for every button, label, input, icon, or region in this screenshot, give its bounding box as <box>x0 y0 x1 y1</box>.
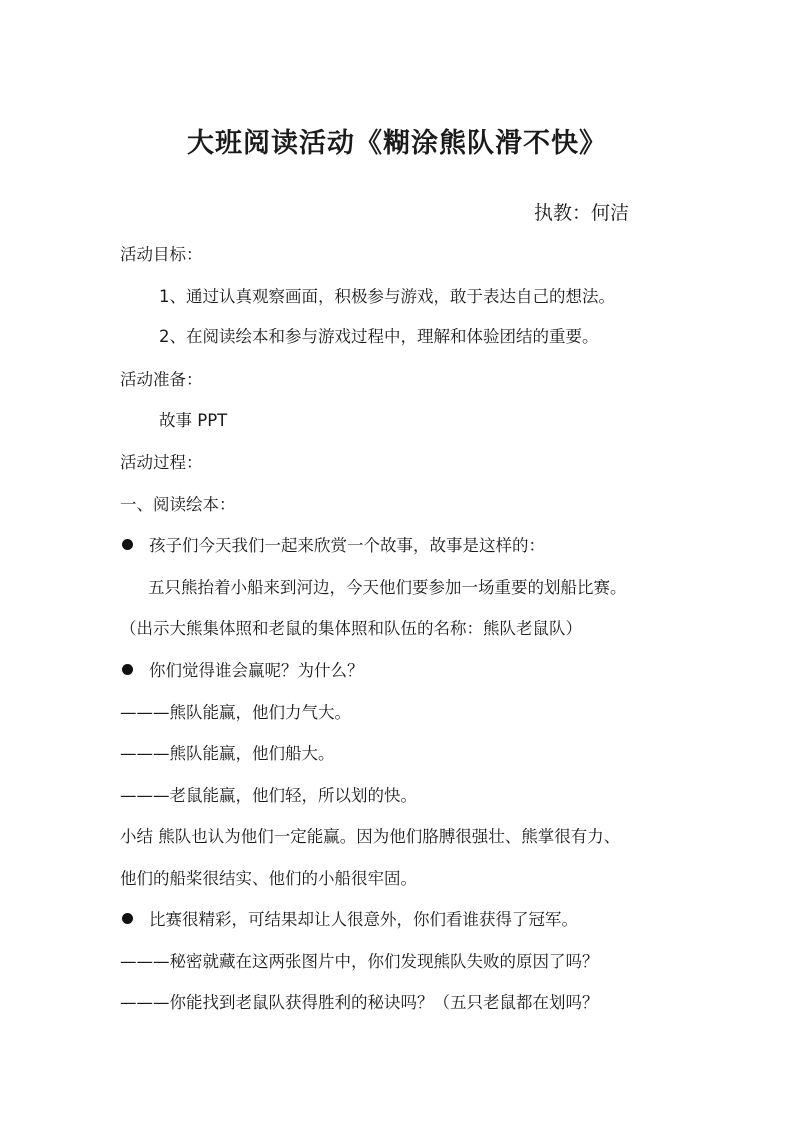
bullet-item <box>122 533 545 559</box>
goals-heading: 活动目标： <box>120 245 203 264</box>
answer-line-3: ———老鼠能赢，他们轻，所以划的快。 <box>120 786 417 805</box>
goal-item-1: 1、通过认真观察画面，积极参与游戏，敢于表达自己的想法。 <box>159 287 615 306</box>
bullet-text: 孩子们今天我们一起来欣赏一个故事，故事是这样的： <box>149 536 545 555</box>
question-line-1: ———秘密就藏在这两张图片中，你们发现熊队失败的原因了吗？ <box>120 952 599 971</box>
summary-line-1: 小结 熊队也认为他们一定能赢。因为他们胳膊很强壮、熊掌很有力、 <box>120 827 621 846</box>
bullet-text: 比赛很精彩，可结果却让人很意外，你们看谁获得了冠军。 <box>149 910 578 929</box>
goal-item-2: 2、在阅读绘本和参与游戏过程中，理解和体验团结的重要。 <box>159 327 599 346</box>
answer-line-1: ———熊队能赢，他们力气大。 <box>120 703 351 722</box>
bullet-item <box>122 658 364 684</box>
story-line-2: （出示大熊集体照和老鼠的集体照和队伍的名称：熊队老鼠队） <box>120 619 582 638</box>
question-line-2: ———你能找到老鼠队获得胜利的秘诀吗？（五只老鼠都在划吗？ <box>120 993 599 1012</box>
summary-line-2: 他们的船桨很结实、他们的小船很牢固。 <box>120 869 417 888</box>
bullet-item <box>122 907 578 933</box>
story-line-1: 五只熊抬着小船来到河边，今天他们要参加一场重要的划船比赛。 <box>148 578 627 597</box>
answer-line-2: ———熊队能赢，他们船大。 <box>120 744 335 763</box>
bullet-text: 你们觉得谁会赢呢？为什么？ <box>149 661 364 680</box>
prep-heading: 活动准备： <box>120 370 203 389</box>
prep-item: 故事 PPT <box>159 411 228 430</box>
document-title: 大班阅读活动《糊涂熊队滑不快》 <box>187 128 607 159</box>
bullet-dot-icon <box>122 539 133 550</box>
section-heading-reading: 一、阅读绘本： <box>120 495 236 514</box>
process-heading: 活动过程： <box>120 453 203 472</box>
teacher-line: 执教：何洁 <box>534 202 630 224</box>
bullet-dot-icon <box>122 913 133 924</box>
bullet-dot-icon <box>122 664 133 675</box>
